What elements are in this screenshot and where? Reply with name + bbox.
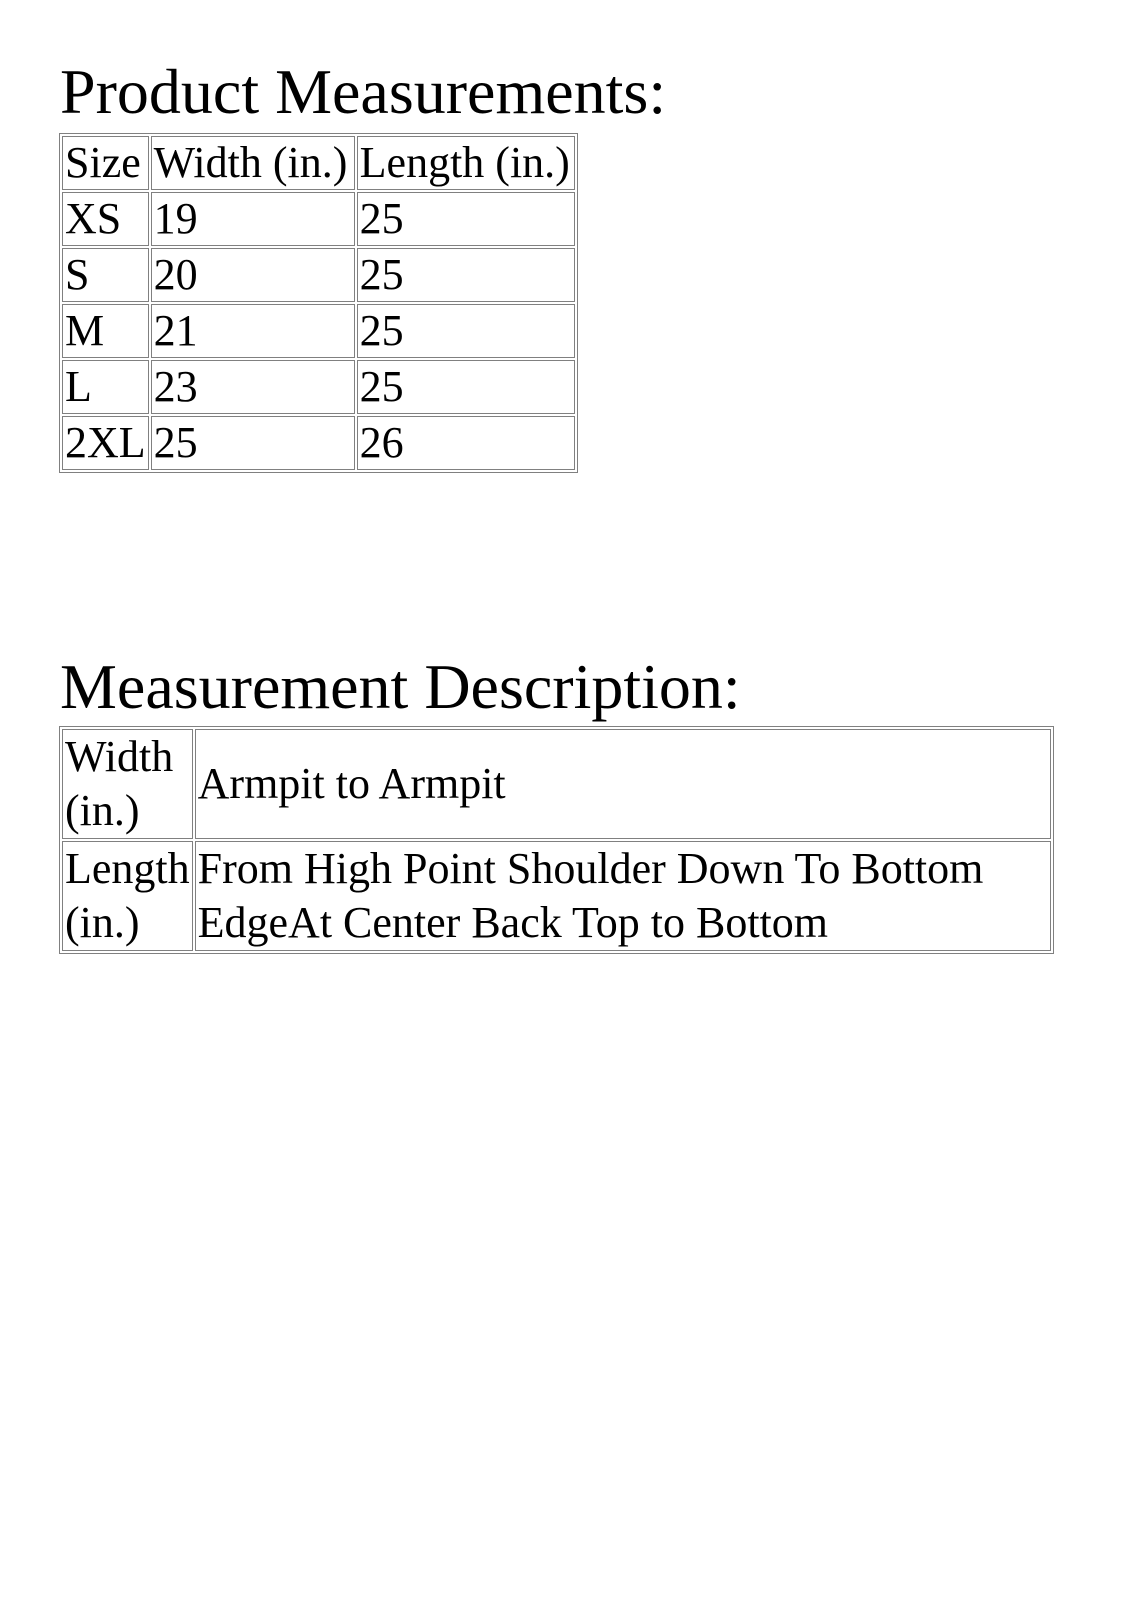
size-cell: XS	[62, 192, 149, 246]
width-cell: 20	[151, 248, 355, 302]
length-cell: 25	[357, 248, 575, 302]
width-cell: 25	[151, 416, 355, 470]
column-header-length: Length (in.)	[357, 136, 575, 190]
measurement-description-title: Measurement Description:	[60, 651, 741, 722]
column-header-width: Width (in.)	[151, 136, 355, 190]
width-cell: 19	[151, 192, 355, 246]
size-cell: S	[62, 248, 149, 302]
measurement-description-table	[59, 726, 1054, 954]
term-cell-width: Width (in.)	[62, 729, 193, 839]
table-row	[62, 304, 575, 358]
table-row	[62, 841, 1051, 951]
table-row	[62, 248, 575, 302]
table-row	[62, 360, 575, 414]
size-cell: M	[62, 304, 149, 358]
length-cell: 25	[357, 192, 575, 246]
size-cell: 2XL	[62, 416, 149, 470]
width-cell: 21	[151, 304, 355, 358]
description-cell-width: Armpit to Armpit	[195, 729, 1051, 839]
description-cell-length: From High Point Shoulder Down To Bottom EdgeAt Center Back Top to Bottom	[195, 841, 1051, 951]
term-cell-length: Length (in.)	[62, 841, 193, 951]
table-row	[62, 416, 575, 470]
length-cell: 25	[357, 360, 575, 414]
column-header-size: Size	[62, 136, 149, 190]
length-cell: 25	[357, 304, 575, 358]
size-chart-table	[59, 133, 578, 473]
size-cell: L	[62, 360, 149, 414]
width-cell: 23	[151, 360, 355, 414]
product-measurements-title: Product Measurements:	[60, 56, 667, 127]
table-row	[62, 192, 575, 246]
table-row	[62, 729, 1051, 839]
table-header-row	[62, 136, 575, 190]
length-cell: 26	[357, 416, 575, 470]
